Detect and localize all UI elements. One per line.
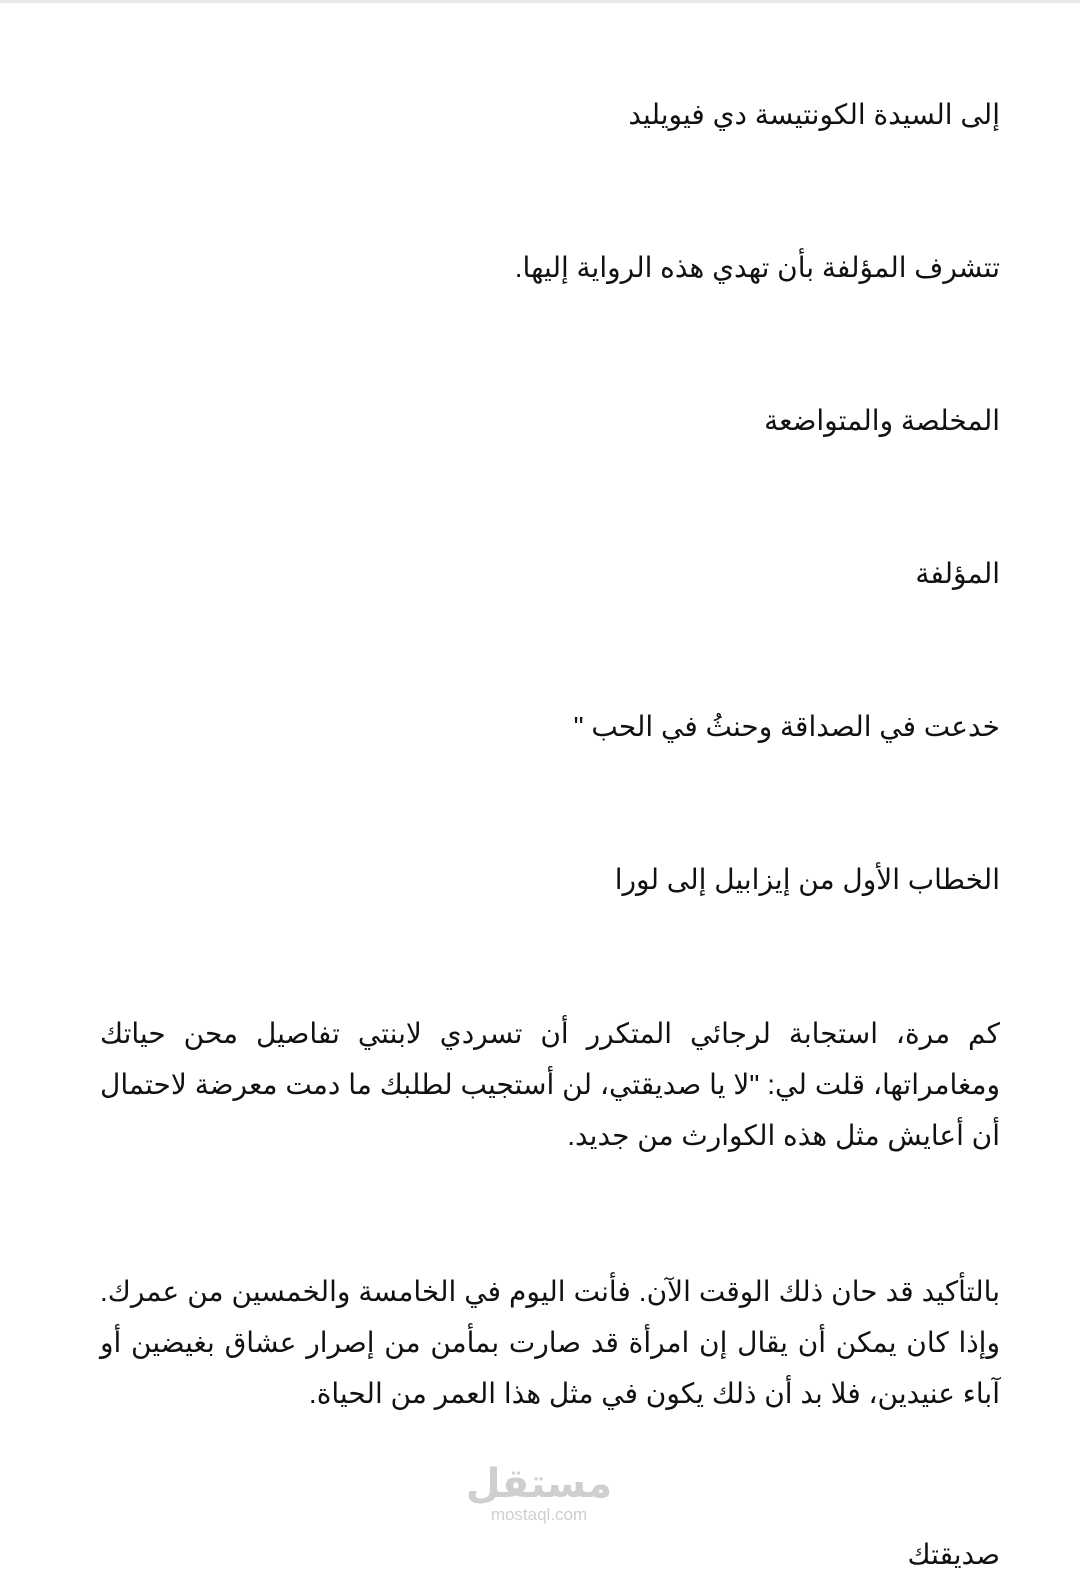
paragraph-1: كم مرة، استجابة لرجائي المتكرر أن تسردي لابنتي تفاصيل محن حياتك ومغامراتها، قلت لي: "لا يا صديقتي، لن أستجيب لطلبك ما دمت معرضة لاحتمال أن أعايش مثل هذه الكوارث من جديد. [100,1018,1000,1151]
subtitle: خدعت في الصداقة وحنثُ في الحب " [573,711,1000,742]
closing: المخلصة والمتواضعة [764,405,1000,436]
dedication-text: تتشرف المؤلفة بأن تهدي هذه الرواية إليها. [514,252,1000,283]
watermark-brand-en: mostaql.com [490,1505,588,1524]
signature: المؤلفة [915,558,1000,589]
dedication-to: إلى السيدة الكونتيسة دي فيويليد [628,99,1000,130]
watermark-brand-ar: مستقل [465,1461,613,1507]
paragraph-2: بالتأكيد قد حان ذلك الوقت الآن. فأنت اليوم في الخامسة والخمسين من عمرك. وإذا كان يمكن أن يقال إن امرأة قد صارت بمأمن من إصرار عشاق بغيضين أو آباء عنيدين، فلا بد أن ذلك يكون في مثل هذا العمر من الحياة. [100,1276,1000,1409]
watermark [464,1460,614,1524]
letter-heading: الخطاب الأول من إيزابيل إلى لورا [614,864,1000,895]
partial-line: صديقتك [907,1539,1000,1570]
document-page [80,0,1000,1570]
